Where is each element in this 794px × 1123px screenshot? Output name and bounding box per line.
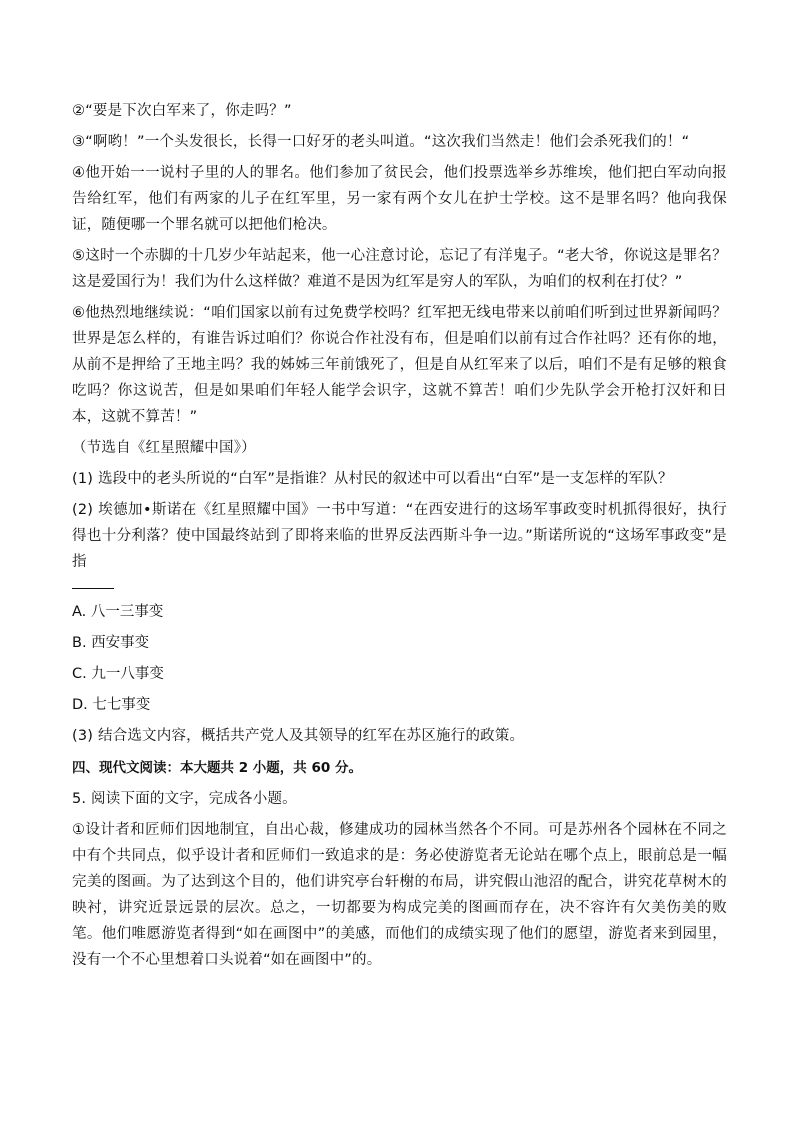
option-d: D. 七七事变 [72,697,151,713]
paragraph-4: ④他开始一一说村子里的人的罪名。他们参加了贫民会，他们投票选举乡苏维埃，他们把白军动向报告给红军，他们有两家的儿子在红军里，另一家有两个女儿在护士学校。这不是罪名吗？他向我保证，随便哪一个罪名就可以把他们枪决。 [72,165,727,233]
question-3: (3) 结合选文内容，概括共产党人及其领导的红军在苏区施行的政策。 [72,728,525,744]
document-page [72,98,727,978]
question-5-paragraph: ①设计者和匠师们因地制宜，自出心裁，修建成功的园林当然各个不同。可是苏州各个园林在不同之中有个共同点，似乎设计者和匠师们一致追求的是：务必使游览者无论站在哪个点上，眼前总是一幅完美的图画。为了达到这个目的，他们讲究亭台轩榭的布局，讲究假山池沼的配合，讲究花草树木的映衬，讲究近景远景的层次。总之，一切都要为构成完美的图画而存在，决不容许有欠美伤美的败笔。他们唯愿游览者得到“如在画图中”的美感，而他们的成绩实现了他们的愿望，游览者来到园里，没有一个不心里想着口头说着“如在画图中”的。 [72,822,727,968]
question-1: (1) 选段中的老头所说的“白军”是指谁？从村民的叙述中可以看出“白军”是一支怎样的军队？ [72,471,673,487]
option-a: A. 八一三事变 [72,604,164,620]
option-b: B. 西安事变 [72,635,150,651]
section-header: 四、现代文阅读：本大题共 2 小题，共 60 分。 [72,760,362,776]
paragraph-3: ③“啊哟！”一个头发很长，长得一口好牙的老头叫道。“这次我们当然走！他们会杀死我们的！“ [72,134,690,150]
question-2: (2) 埃德加•斯诺在《红星照耀中国》一书中写道：“在西安进行的这场军事政变时机抓得很好，执行得也十分利落？使中国最终站到了即将来临的世界反法西斯斗争一边。”斯诺所说的“这场军事政变”是指 [72,502,727,570]
option-c: C. 九一八事变 [72,666,164,682]
source-citation: （节选自《红星照耀中国》） [72,440,256,456]
answer-blank [72,576,114,589]
paragraph-5: ⑤这时一个赤脚的十几岁少年站起来，他一心注意讨论，忘记了有洋鬼子。“老大爷，你说这是罪名？这是爱国行为！我们为什么这样做？难道不是因为红军是穷人的军队，为咱们的权利在打仗？” [72,248,727,290]
paragraph-2: ②“要是下次白军来了，你走吗？” [72,103,292,119]
question-5-title: 5. 阅读下面的文字，完成各小题。 [72,791,297,807]
paragraph-6: ⑥他热烈地继续说：“咱们国家以前有过免费学校吗？红军把无线电带来以前咱们听到过世界新闻吗？世界是怎么样的，有谁告诉过咱们？你说合作社没有布，但是咱们以前有过合作社吗？还有你的地，从前不是押给了王地主吗？我的姊姊三年前饿死了，但是自从红军来了以后，咱们不是有足够的粮食吃吗？你这说苦，但是如果咱们年轻人能学会识字，这就不算苦！咱们少先队学会开枪打汉奸和日本，这就不算苦！” [72,305,727,425]
